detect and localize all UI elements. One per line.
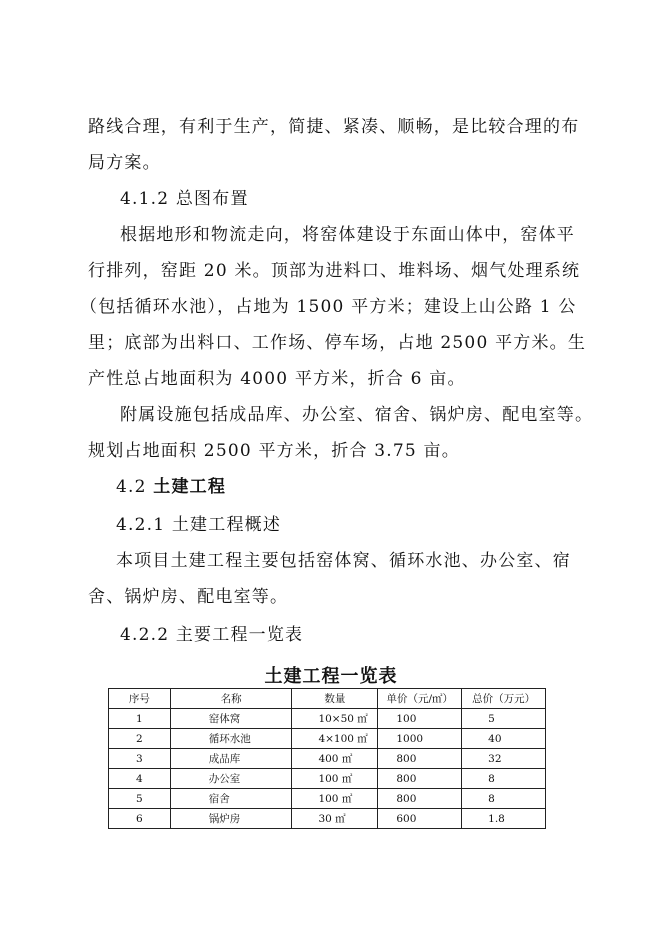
column-header: 名称	[170, 689, 292, 709]
cell-quantity: 4×100 ㎡	[292, 729, 378, 749]
cell-quantity: 10×50 ㎡	[292, 709, 378, 729]
cell-unit-price: 800	[378, 749, 462, 769]
cell-total: 8	[462, 789, 546, 809]
cell-unit-price: 1000	[378, 729, 462, 749]
cell-total: 8	[462, 769, 546, 789]
cell-name: 成品库	[170, 749, 292, 769]
cell-index: 5	[109, 789, 171, 809]
cell-index: 6	[109, 809, 171, 829]
cell-index: 3	[109, 749, 171, 769]
cell-total: 40	[462, 729, 546, 749]
subheading-4-1-2: 4.1.2 总图布置	[120, 189, 249, 209]
paragraph-line: 产性总占地面积为 4000 平方米，折合 6 亩。	[88, 369, 466, 389]
cell-index: 2	[109, 729, 171, 749]
paragraph-line: 附属设施包括成品库、办公室、宿舍、锅炉房、配电室等。	[120, 405, 594, 425]
table-row	[109, 769, 546, 789]
paragraph-line: 行排列，窑距 20 米。顶部为进料口、堆料场、烟气处理系统	[88, 261, 581, 281]
paragraph-line: 局方案。	[88, 153, 161, 173]
cell-quantity: 30 ㎡	[292, 809, 378, 829]
table-title: 土建工程一览表	[264, 666, 398, 687]
section-heading	[116, 476, 226, 498]
cell-index: 4	[109, 769, 171, 789]
table-row	[109, 789, 546, 809]
cell-name: 循环水池	[170, 729, 292, 749]
civil-works-table	[108, 688, 546, 829]
cell-quantity: 100 ㎡	[292, 789, 378, 809]
cell-total: 5	[462, 709, 546, 729]
cell-name: 锅炉房	[170, 809, 292, 829]
table-row	[109, 809, 546, 829]
cell-quantity: 100 ㎡	[292, 769, 378, 789]
cell-quantity: 400 ㎡	[292, 749, 378, 769]
paragraph-line: 规划占地面积 2500 平方米，折合 3.75 亩。	[88, 441, 460, 461]
cell-name: 办公室	[170, 769, 292, 789]
cell-name: 窑体窝	[170, 709, 292, 729]
subheading-4-2-2: 4.2.2 主要工程一览表	[120, 625, 304, 645]
paragraph-line: 舍、锅炉房、配电室等。	[88, 587, 289, 607]
column-header: 总价（万元）	[462, 689, 546, 709]
cell-name: 宿舍	[170, 789, 292, 809]
paragraph-line: 本项目土建工程主要包括窑体窝、循环水池、办公室、宿	[116, 551, 571, 571]
cell-total: 32	[462, 749, 546, 769]
subheading-4-2-1: 4.2.1 土建工程概述	[116, 515, 282, 535]
cell-unit-price: 600	[378, 809, 462, 829]
cell-index: 1	[109, 709, 171, 729]
cell-unit-price: 100	[378, 709, 462, 729]
section-number: 4.2	[116, 477, 154, 497]
paragraph-line: （包括循环水池），占地为 1500 平方米；建设上山公路 1 公	[80, 297, 577, 317]
column-header: 序号	[109, 689, 171, 709]
table-header-row	[109, 689, 546, 709]
paragraph-line: 根据地形和物流走向，将窑体建设于东面山体中，窑体平	[120, 225, 575, 245]
paragraph-line: 路线合理，有利于生产，简捷、紧凑、顺畅，是比较合理的布	[88, 117, 580, 137]
table-row	[109, 749, 546, 769]
table-row	[109, 709, 546, 729]
cell-total: 1.8	[462, 809, 546, 829]
table-row	[109, 729, 546, 749]
paragraph-line: 里；底部为出料口、工作场、停车场，占地 2500 平方米。生	[88, 333, 587, 353]
cell-unit-price: 800	[378, 789, 462, 809]
section-title: 土建工程	[153, 477, 227, 497]
column-header: 单价（元/㎡）	[378, 689, 462, 709]
cell-unit-price: 800	[378, 769, 462, 789]
column-header: 数量	[292, 689, 378, 709]
